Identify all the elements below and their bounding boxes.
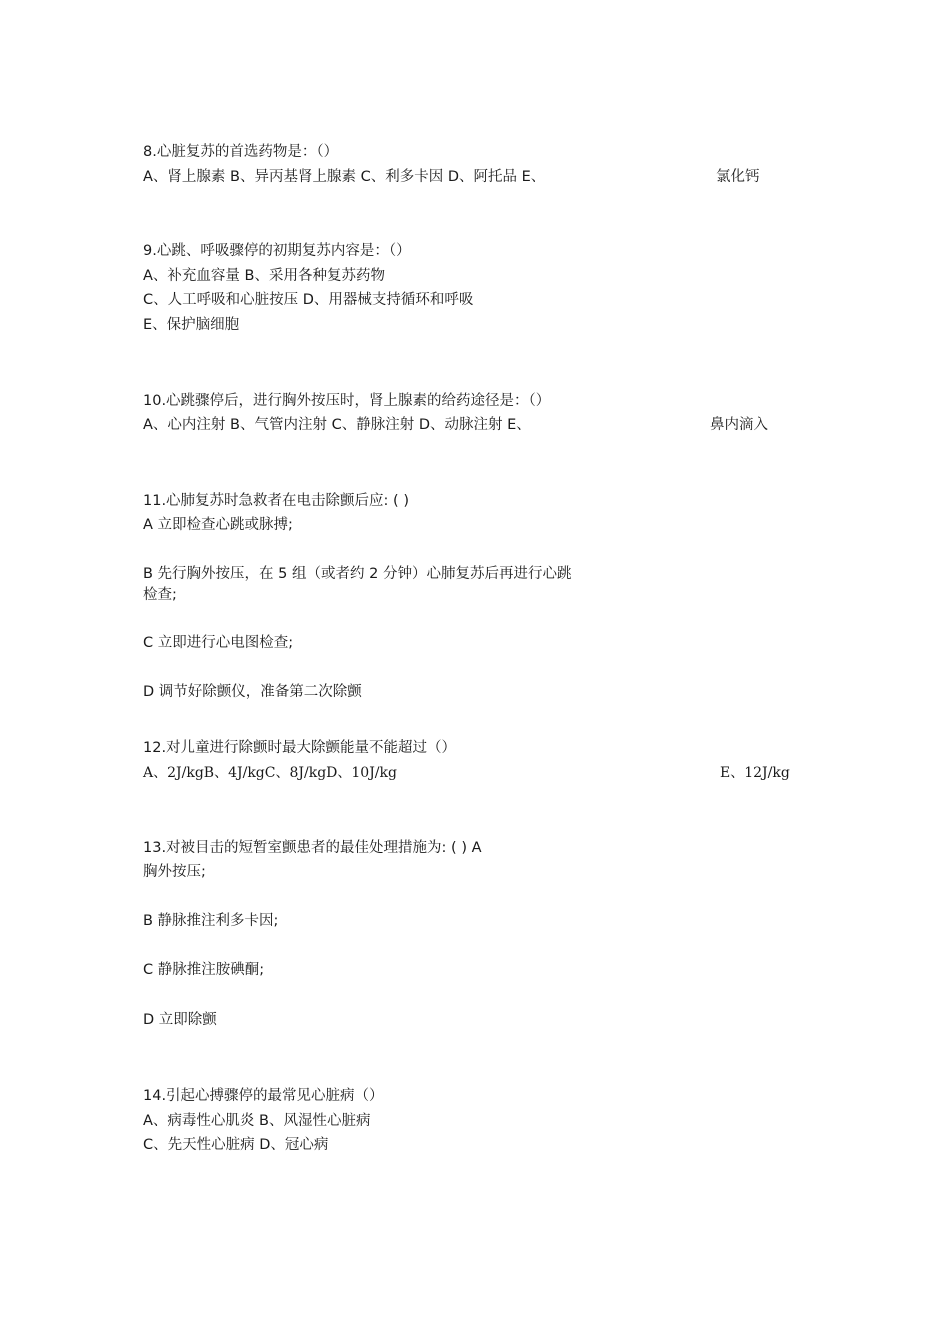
q11-option-d: D 调节好除颤仪，准备第二次除颤 — [143, 684, 362, 700]
q8-options: A、肾上腺素 B、异丙基肾上腺素 C、利多卡因 D、阿托品 E、 — [143, 169, 546, 185]
q12-option-e: E、12J/kg — [720, 765, 790, 781]
q13-option-d: D 立即除颤 — [143, 1012, 217, 1028]
q9-options-line3: E、保护脑细胞 — [143, 317, 240, 333]
q13-option-c: C 静脉推注胺碘酮; — [143, 962, 265, 978]
q9-options-line2: C、人工呼吸和心脏按压 D、用器械支持循环和呼吸 — [143, 292, 474, 308]
q8-title: 8.心脏复苏的首选药物是：（） — [143, 144, 339, 160]
q9-title: 9.心跳、呼吸骤停的初期复苏内容是：（） — [143, 243, 411, 259]
q10-option-e: 鼻内滴入 — [710, 417, 768, 433]
q11-option-a: A 立即检查心跳或脉搏; — [143, 517, 293, 533]
q14-title: 14.引起心搏骤停的最常见心脏病（） — [143, 1088, 384, 1104]
q13-option-a-line2: 胸外按压; — [143, 864, 206, 880]
q12-title: 12.对儿童进行除颤时最大除颤能量不能超过（） — [143, 740, 457, 756]
q13-option-b: B 静脉推注利多卡因; — [143, 913, 279, 929]
q11-title: 11.心肺复苏时急救者在电击除颤后应: ( ) — [143, 493, 409, 509]
q11-option-b-line2: 检查; — [143, 587, 177, 603]
q14-options-line1: A、病毒性心肌炎 B、风湿性心脏病 — [143, 1113, 371, 1129]
q14-options-line2: C、先天性心脏病 D、冠心病 — [143, 1137, 329, 1153]
q11-option-b-line1: B 先行胸外按压，在 5 组（或者约 2 分钟）心肺复苏后再进行心跳 — [143, 566, 572, 582]
q12-options: A、2J/kgB、4J/kgC、8J/kgD、10J/kg — [143, 765, 397, 781]
q9-options-line1: A、补充血容量 B、采用各种复苏药物 — [143, 268, 385, 284]
q13-title: 13.对被目击的短暂室颤患者的最佳处理措施为: ( ) A — [143, 840, 482, 856]
q11-option-c: C 立即进行心电图检查; — [143, 635, 294, 651]
q10-options: A、心内注射 B、气管内注射 C、静脉注射 D、动脉注射 E、 — [143, 417, 531, 433]
q10-title: 10.心跳骤停后，进行胸外按压时，肾上腺素的给药途径是：（） — [143, 393, 551, 409]
q8-option-e: 氯化钙 — [716, 169, 760, 185]
